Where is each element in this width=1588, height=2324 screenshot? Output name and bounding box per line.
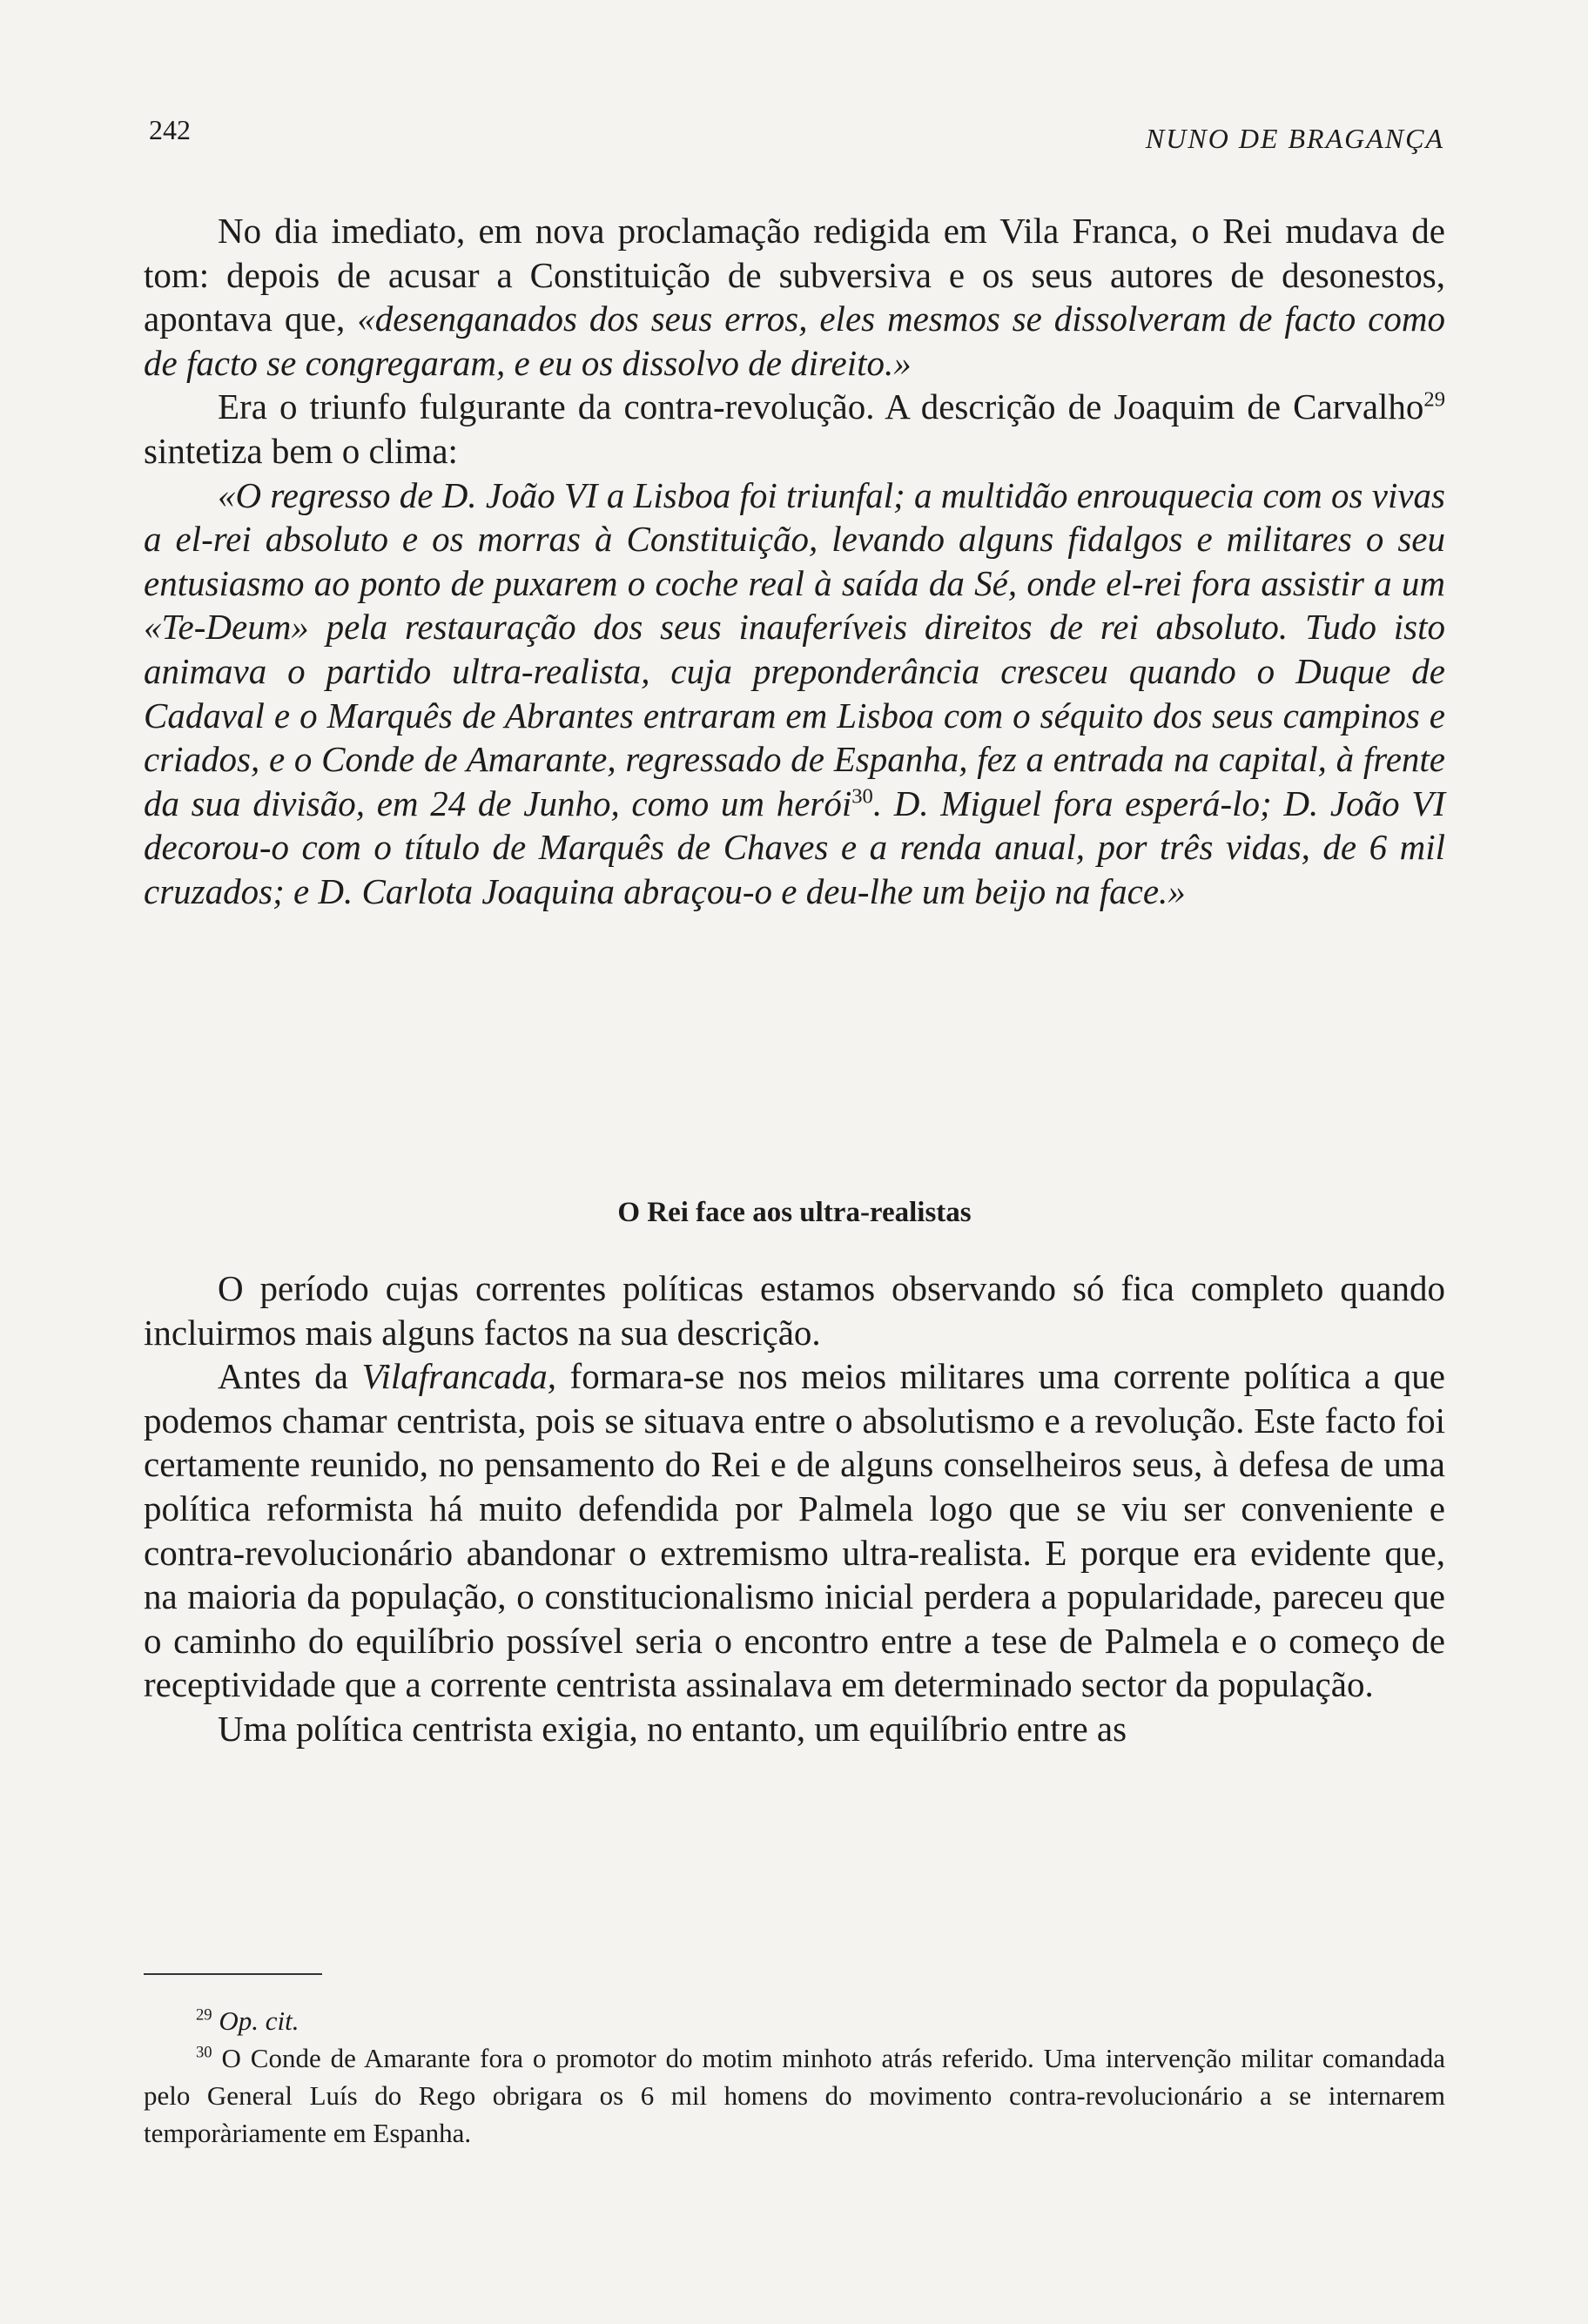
- footnote-number: 30: [196, 2043, 212, 2062]
- footnote-30: [144, 2039, 1445, 2152]
- footnote-number: 29: [196, 2005, 212, 2025]
- paragraph-text: formara-se nos meios militares uma corrente política a que podemos chamar centrista, pois se situava entre o absolutismo e a revolução. Este facto foi certamente reunido, no pensamento do Rei e de alguns conselheiros seus, à defesa de uma política reformista há muito defendida por Palmela logo que se viu ser conveniente e contra-revolucionário abandonar o extremismo ultra-realista. E porque era evidente que, na maioria da população, o constitucionalismo inicial perdera a popularidade, pareceu que o caminho do equilíbrio possível seria o encontro entre a tese de Palmela e o começo de receptividade que a corrente centrista assinalava em determinado sector da população.: [144, 1356, 1446, 1705]
- paragraph-text: Antes da: [218, 1356, 362, 1397]
- section-ultra-realists: [144, 1266, 1445, 1751]
- footnote-29: [144, 2002, 1445, 2039]
- paragraph-text: No dia imediato, em nova proclamação redigida em Vila Franca, o Rei mudava de tom: depois de acusar a Constituição de subversiva e os seus autores de desonestos, apontava que,: [144, 211, 1445, 339]
- paragraph-triumph: [144, 385, 1445, 473]
- italic-term: Vilafrancada,: [361, 1356, 557, 1397]
- paragraph-proclamation: [144, 209, 1445, 385]
- paragraph-text: Era o triunfo fulgurante da contra-revolução. A descrição de Joaquim de Carvalho: [218, 386, 1424, 427]
- footnotes: [144, 2002, 1445, 2152]
- proclamation-quote: «desenganados dos seus erros, eles mesmos se dissolveram de facto como de facto se congregaram, e eu os dissolvo de direito.»: [144, 299, 1445, 383]
- block-quote-carvalho: [144, 474, 1445, 914]
- paragraph-centrist-policy: Uma política centrista exigia, no entanto, um equilíbrio entre as: [218, 1708, 1127, 1749]
- page-header: [144, 109, 1444, 161]
- page-number: 242: [149, 114, 191, 145]
- section-heading: O Rei face aos ultra-realistas: [617, 1197, 972, 1228]
- quote-text: . D. Miguel fora esperá-lo; D. João VI decorou-o com o título de Marquês de Chaves e a renda anual, por três vidas, de 6 mil cruzados; e D. Carlota Joaquina abraçou-o e deu-lhe um beijo na face.»: [144, 783, 1445, 911]
- section-proclamation: [144, 209, 1445, 914]
- footnote-divider: [144, 1973, 322, 1975]
- footnote-text: O Conde de Amarante fora o promotor do motim minhoto atrás referido. Uma intervenção militar comandada pelo General Luís do Rego obrigara os 6 mil homens do movimento contra-revolucionário a se internarem temporàriamente em Espanha.: [144, 2043, 1445, 2148]
- footnote-ref-29: 29: [1423, 387, 1445, 412]
- paragraph-period: O período cujas correntes políticas estamos observando só fica completo quando incluirmos mais alguns factos na sua descrição.: [144, 1268, 1445, 1353]
- paragraph-text: sintetiza bem o clima:: [144, 430, 458, 471]
- running-head: NUNO DE BRAGANÇA: [1145, 123, 1444, 154]
- paragraph-vilafrancada: [144, 1354, 1445, 1707]
- quote-text: «O regresso de D. João VI a Lisboa foi triunfal; a multidão enrouquecia com os vivas a el-rei absoluto e os morras à Constituição, levando alguns fidalgos e militares o seu entusiasmo ao ponto de puxarem o coche real à saída da Sé, onde el-rei fora assistir a um «Te-Deum» pela restauração dos seus inauferíveis direitos de rei absoluto. Tudo isto animava o partido ultra-realista, cuja preponderância cresceu quando o Duque de Cadaval e o Marquês de Abrantes entraram em Lisboa com o séquito dos seus campinos e criados, e o Conde de Amarante, regressado de Espanha, fez a entrada na capital, à frente da sua divisão, em 24 de Junho, como um herói: [144, 474, 1445, 823]
- footnote-text: Op. cit.: [219, 2005, 299, 2036]
- footnote-ref-30: 30: [851, 784, 873, 809]
